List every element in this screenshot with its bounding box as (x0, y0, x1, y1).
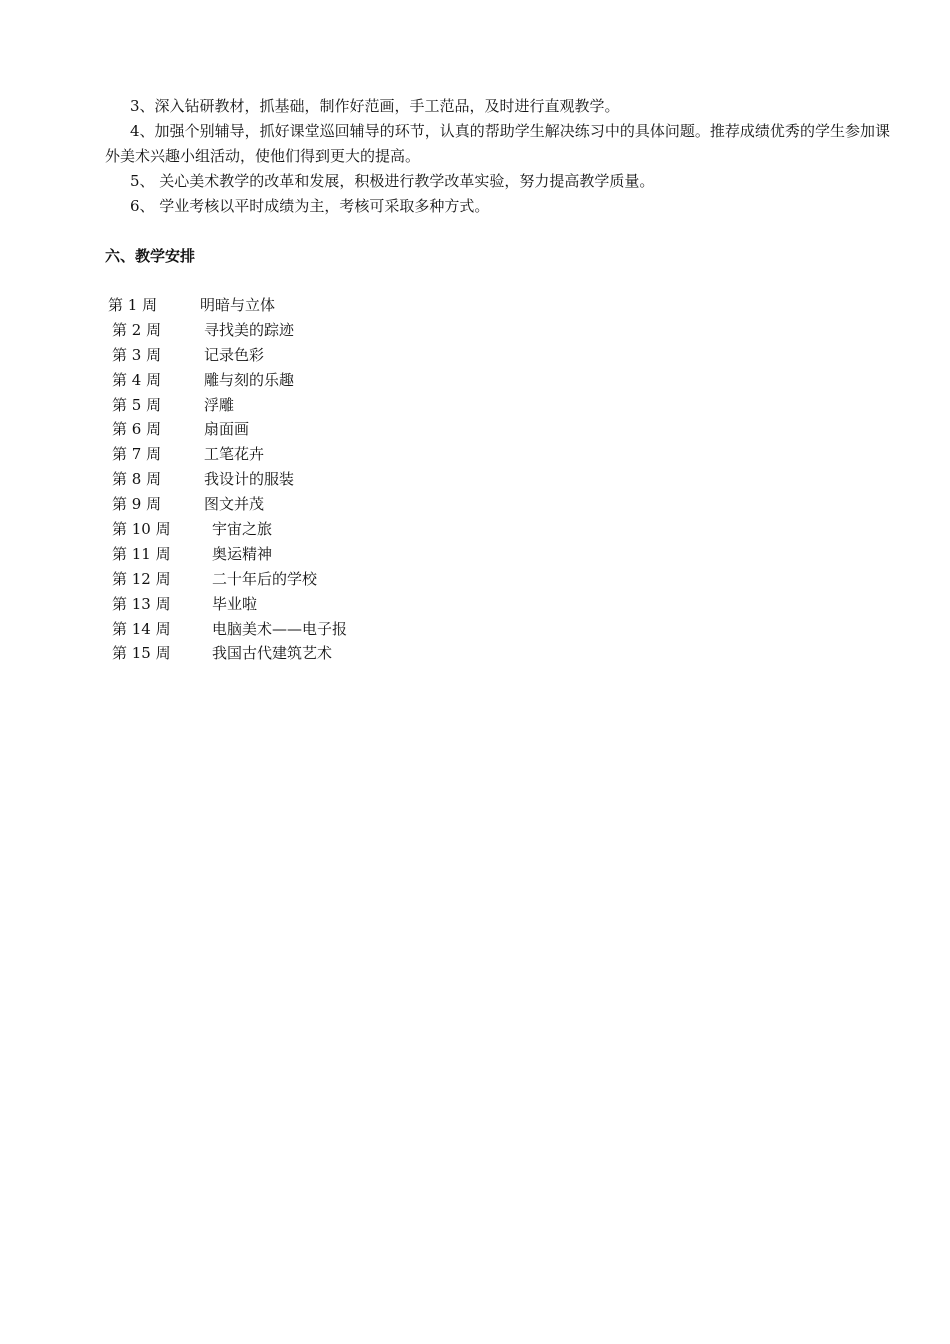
week-number-label: 第 6 周 (112, 420, 162, 439)
week-topic-label: 雕与刻的乐趣 (204, 370, 295, 389)
week-topic-label: 寻找美的踪迹 (204, 320, 295, 339)
week-number-label: 第 15 周 (112, 644, 171, 663)
week-topic-label: 明暗与立体 (200, 296, 276, 314)
week-number-label: 第 11 周 (112, 544, 171, 563)
week-topic-label: 电脑美术——电子报 (212, 619, 348, 638)
week-number-label: 第 1 周 (108, 296, 158, 314)
week-number-label: 第 3 周 (112, 345, 162, 364)
paragraph-item-4: 4、加强个别辅导，抓好课堂巡回辅导的环节，认真的帮助学生解决练习中的具体问题。推荐成绩优秀的学生参加课外美术兴趣小组活动，使他们得到更大的提高。 (105, 122, 890, 165)
week-topic-label: 浮雕 (204, 395, 235, 414)
week-topic-label: 我设计的服装 (204, 470, 295, 489)
week-number-label: 第 14 周 (112, 619, 171, 638)
week-number-label: 第 8 周 (112, 470, 162, 489)
week-topic-label: 奥运精神 (212, 544, 273, 563)
paragraph-item-6: 6、 学业考核以平时成绩为主，考核可采取多种方式。 (130, 197, 490, 215)
week-number-label: 第 9 周 (112, 495, 162, 514)
week-topic-label: 我国古代建筑艺术 (212, 644, 333, 663)
week-topic-label: 毕业啦 (212, 594, 258, 613)
week-number-label: 第 7 周 (112, 445, 162, 464)
week-number-label: 第 2 周 (112, 320, 162, 339)
section-heading-teaching-schedule: 六、教学安排 (105, 247, 196, 265)
week-topic-label: 二十年后的学校 (212, 569, 318, 588)
week-topic-label: 工笔花卉 (204, 445, 265, 464)
week-number-label: 第 4 周 (112, 370, 162, 389)
week-number-label: 第 10 周 (112, 520, 171, 539)
week-topic-label: 扇面画 (204, 420, 250, 439)
week-topic-label: 宇宙之旅 (212, 520, 273, 539)
week-topic-label: 记录色彩 (204, 345, 265, 364)
week-topic-label: 图文并茂 (204, 495, 265, 514)
week-number-label: 第 13 周 (112, 594, 171, 613)
week-number-label: 第 5 周 (112, 395, 162, 414)
paragraph-item-3: 3、深入钻研教材，抓基础，制作好范画，手工范品，及时进行直观教学。 (130, 97, 620, 115)
week-number-label: 第 12 周 (112, 569, 171, 588)
paragraph-item-5: 5、 关心美术教学的改革和发展，积极进行教学改革实验，努力提高教学质量。 (130, 172, 655, 190)
